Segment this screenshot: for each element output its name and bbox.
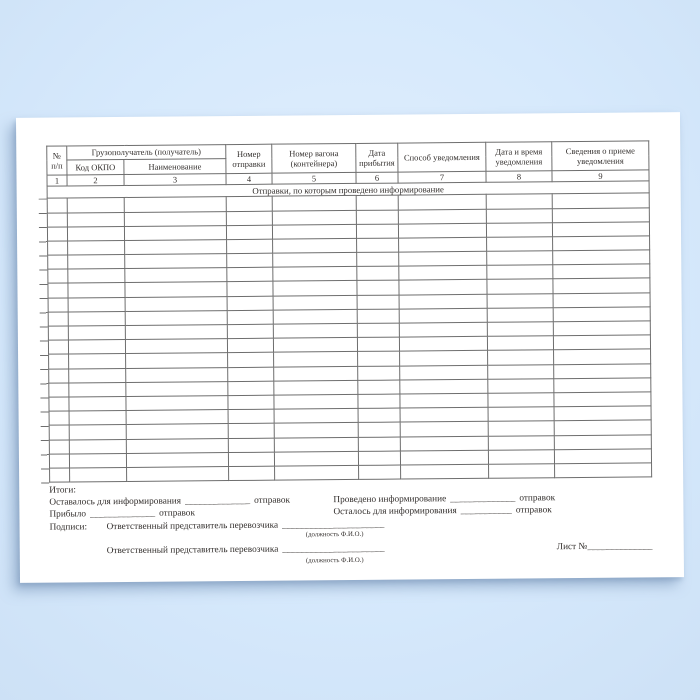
empty-cell (357, 323, 399, 338)
empty-cell (358, 380, 400, 395)
empty-cell (47, 213, 67, 227)
empty-cell (488, 364, 554, 379)
column-number-cell: 3 (124, 174, 226, 186)
empty-cell (554, 392, 651, 407)
empty-cell (226, 197, 272, 212)
empty-cell (357, 281, 399, 296)
totals-title: Итоги: (49, 485, 76, 496)
empty-cell (126, 381, 228, 396)
empty-cell (274, 423, 358, 438)
empty-cell (358, 451, 400, 466)
column-number-cell: 5 (272, 172, 356, 184)
empty-cell (125, 310, 227, 325)
empty-cell (400, 351, 488, 366)
empty-cell (553, 321, 650, 336)
empty-cell (70, 467, 127, 482)
empty-cell (125, 254, 227, 269)
empty-cell (67, 226, 124, 241)
totals-remaining-before-line (49, 496, 290, 509)
empty-cell (49, 354, 69, 368)
empty-cell (228, 381, 274, 396)
empty-cell (357, 266, 399, 281)
empty-cell (47, 227, 67, 241)
empty-cell (358, 394, 400, 409)
empty-cell (357, 295, 399, 310)
header-shipment-number: Номер отправки (226, 144, 272, 173)
totals-suffix: отправок (515, 505, 552, 516)
empty-cell (67, 198, 124, 213)
signature-blank: ______________________ (282, 543, 385, 555)
empty-cell (49, 440, 69, 454)
empty-cell (125, 282, 227, 297)
empty-cell (49, 383, 69, 397)
empty-cell (398, 223, 486, 238)
empty-cell (48, 269, 68, 283)
fill-in-blank: ______________ (90, 508, 156, 520)
empty-cell (228, 353, 274, 368)
empty-cell (48, 298, 68, 312)
empty-cell (487, 336, 553, 351)
empty-cell (48, 241, 68, 255)
totals-label: Оставалось для информирования (49, 496, 182, 508)
totals-informed-line (333, 493, 555, 506)
empty-cell (228, 409, 274, 424)
empty-cell (357, 309, 399, 324)
header-notification-receipt: Сведения о приеме уведомления (552, 141, 649, 171)
empty-cell (48, 255, 68, 269)
fill-in-blank: ______________ (185, 495, 251, 507)
totals-suffix: отправок (519, 493, 556, 504)
empty-cell (229, 466, 275, 481)
empty-cell (358, 437, 400, 452)
empty-cell (274, 352, 358, 367)
empty-cell (358, 351, 400, 366)
signature-role: Ответственный представитель перевозчика (106, 544, 279, 557)
empty-cell (69, 439, 126, 454)
empty-cell (273, 238, 357, 253)
totals-label: Прибыло (49, 509, 87, 520)
empty-cell (68, 311, 125, 326)
empty-cell (226, 211, 272, 226)
empty-cell (69, 411, 126, 426)
empty-cell (228, 452, 274, 467)
empty-cell (272, 196, 356, 211)
empty-cell (356, 210, 398, 225)
empty-cell (399, 337, 487, 352)
empty-cell (68, 297, 125, 312)
signature-blank: ______________________ (282, 519, 385, 531)
totals-suffix: отправок (254, 495, 291, 506)
empty-cell (399, 251, 487, 266)
empty-cell (274, 451, 358, 466)
column-number-cell: 7 (398, 171, 486, 183)
empty-cell (357, 252, 399, 267)
empty-cell (125, 339, 227, 354)
empty-cell (487, 265, 553, 280)
empty-cell (486, 194, 552, 209)
empty-cell (124, 197, 226, 212)
header-notification-datetime: Дата и время уведомления (486, 142, 552, 172)
empty-cell (552, 222, 649, 237)
empty-cell (488, 407, 554, 422)
empty-cell (49, 411, 69, 425)
empty-cell (126, 353, 228, 368)
empty-cell (126, 396, 228, 411)
empty-cell (273, 338, 357, 353)
empty-cell (487, 237, 553, 252)
empty-cell (487, 279, 553, 294)
signatures-title: Подписи: (49, 522, 88, 533)
empty-cell (486, 222, 552, 237)
table-body (47, 193, 651, 482)
empty-cell (554, 449, 651, 464)
empty-cell (124, 225, 226, 240)
empty-cell (68, 255, 125, 270)
empty-cell (273, 253, 357, 268)
empty-cell (398, 209, 486, 224)
empty-cell (125, 239, 227, 254)
empty-cell (69, 425, 126, 440)
empty-cell (554, 406, 651, 421)
empty-cell (553, 335, 650, 350)
column-number-cell: 1 (47, 175, 67, 187)
empty-cell (399, 266, 487, 281)
empty-cell (69, 354, 126, 369)
empty-cell (273, 267, 357, 282)
empty-cell (273, 295, 357, 310)
empty-cell (554, 363, 651, 378)
empty-cell (487, 322, 553, 337)
header-arrival-date: Дата прибытия (356, 143, 398, 172)
header-row-number: № п/п (47, 146, 67, 175)
empty-cell (126, 452, 228, 467)
empty-cell (227, 310, 273, 325)
empty-cell (553, 307, 650, 322)
document-page (16, 112, 684, 583)
empty-cell (126, 367, 228, 382)
empty-cell (488, 449, 554, 464)
empty-cell (554, 420, 651, 435)
empty-cell (227, 253, 273, 268)
empty-cell (553, 293, 650, 308)
sheet-blank: ______________ (587, 541, 653, 552)
totals-label: Проведено информирование (333, 494, 447, 506)
empty-cell (275, 465, 359, 480)
empty-cell (68, 340, 125, 355)
empty-cell (554, 349, 651, 364)
empty-cell (400, 379, 488, 394)
signature-hint-1: (должность Ф.И.О.) (305, 530, 364, 539)
empty-cell (553, 264, 650, 279)
empty-cell (125, 268, 227, 283)
empty-cell (487, 293, 553, 308)
empty-cell (400, 407, 488, 422)
empty-cell (126, 438, 228, 453)
empty-cell (358, 408, 400, 423)
empty-cell (48, 326, 68, 340)
sheet-label: Лист № (556, 541, 588, 553)
empty-cell (69, 396, 126, 411)
empty-cell (228, 438, 274, 453)
empty-cell (49, 454, 69, 468)
empty-cell (489, 464, 555, 479)
empty-cell (227, 296, 273, 311)
signature-line-2 (107, 544, 385, 557)
fill-in-blank: ___________ (460, 505, 512, 517)
empty-cell (126, 424, 228, 439)
empty-cell (400, 365, 488, 380)
header-wagon-number: Номер вагона (контейнера) (272, 143, 356, 173)
empty-cell (68, 240, 125, 255)
empty-cell (67, 212, 124, 227)
empty-cell (50, 468, 70, 482)
header-okpo-code: Код ОКПО (67, 159, 124, 174)
empty-cell (49, 425, 69, 439)
empty-cell (399, 294, 487, 309)
empty-cell (554, 378, 651, 393)
empty-cell (273, 281, 357, 296)
empty-cell (227, 282, 273, 297)
signature-role: Ответственный представитель перевозчика (106, 520, 279, 533)
empty-cell (125, 325, 227, 340)
empty-cell (274, 366, 358, 381)
sheet-number-line (557, 541, 653, 553)
empty-cell (227, 267, 273, 282)
empty-cell (487, 251, 553, 266)
empty-cell (553, 236, 650, 251)
empty-cell (274, 409, 358, 424)
empty-cell (488, 350, 554, 365)
empty-cell (68, 283, 125, 298)
empty-cell (358, 366, 400, 381)
empty-cell (399, 280, 487, 295)
empty-cell (553, 278, 650, 293)
empty-cell (126, 410, 228, 425)
empty-cell (49, 369, 69, 383)
header-notification-method: Способ уведомления (398, 142, 486, 172)
empty-cell (399, 237, 487, 252)
empty-cell (400, 436, 488, 451)
empty-cell (552, 207, 649, 222)
column-number-cell: 9 (552, 170, 649, 182)
empty-cell (48, 283, 68, 297)
empty-cell (274, 394, 358, 409)
empty-cell (488, 421, 554, 436)
notification-register-table (46, 140, 652, 482)
empty-cell (552, 193, 649, 208)
totals-suffix: отправок (159, 508, 196, 519)
empty-cell (69, 382, 126, 397)
empty-cell (357, 238, 399, 253)
empty-cell (400, 393, 488, 408)
empty-cell (358, 422, 400, 437)
totals-label: Осталось для информирования (333, 506, 457, 518)
fill-in-blank: ______________ (450, 493, 516, 505)
empty-cell (554, 434, 651, 449)
empty-cell (47, 198, 67, 212)
empty-cell (227, 239, 273, 254)
empty-cell (487, 308, 553, 323)
empty-cell (274, 437, 358, 452)
empty-cell (227, 338, 273, 353)
empty-cell (69, 453, 126, 468)
column-number-cell: 2 (67, 174, 124, 186)
empty-cell (488, 435, 554, 450)
column-number-cell: 6 (356, 172, 398, 184)
empty-cell (227, 324, 273, 339)
signature-hint-2: (должность Ф.И.О.) (305, 556, 364, 565)
header-consignee-group: Грузополучатель (получатель) (67, 145, 226, 160)
empty-cell (228, 424, 274, 439)
empty-cell (486, 208, 552, 223)
empty-cell (359, 465, 401, 480)
empty-cell (398, 195, 486, 210)
empty-cell (272, 224, 356, 239)
empty-cell (488, 393, 554, 408)
empty-cell (400, 450, 488, 465)
section-title-row: Отправки, по которым проведено информирование (47, 181, 649, 198)
empty-cell (228, 367, 274, 382)
empty-cell (274, 380, 358, 395)
empty-cell (488, 379, 554, 394)
empty-cell (399, 308, 487, 323)
empty-cell (272, 210, 356, 225)
totals-arrived-line (49, 508, 195, 520)
empty-cell (356, 224, 398, 239)
empty-cell (68, 269, 125, 284)
empty-cell (555, 463, 652, 478)
empty-cell (400, 422, 488, 437)
empty-cell (228, 395, 274, 410)
empty-cell (399, 322, 487, 337)
column-number-cell: 4 (226, 173, 272, 185)
empty-cell (68, 326, 125, 341)
empty-cell (357, 337, 399, 352)
empty-cell (48, 340, 68, 354)
empty-cell (69, 368, 126, 383)
empty-cell (127, 466, 229, 481)
empty-cell (49, 397, 69, 411)
empty-cell (273, 309, 357, 324)
totals-remaining-after-line (333, 505, 551, 518)
empty-cell (226, 225, 272, 240)
empty-cell (553, 250, 650, 265)
empty-cell (401, 464, 489, 479)
empty-cell (273, 323, 357, 338)
column-number-cell: 8 (486, 171, 552, 183)
empty-cell (48, 312, 68, 326)
header-consignee-name: Наименование (124, 159, 226, 175)
empty-cell (125, 296, 227, 311)
empty-cell (124, 211, 226, 226)
empty-cell (356, 195, 398, 210)
